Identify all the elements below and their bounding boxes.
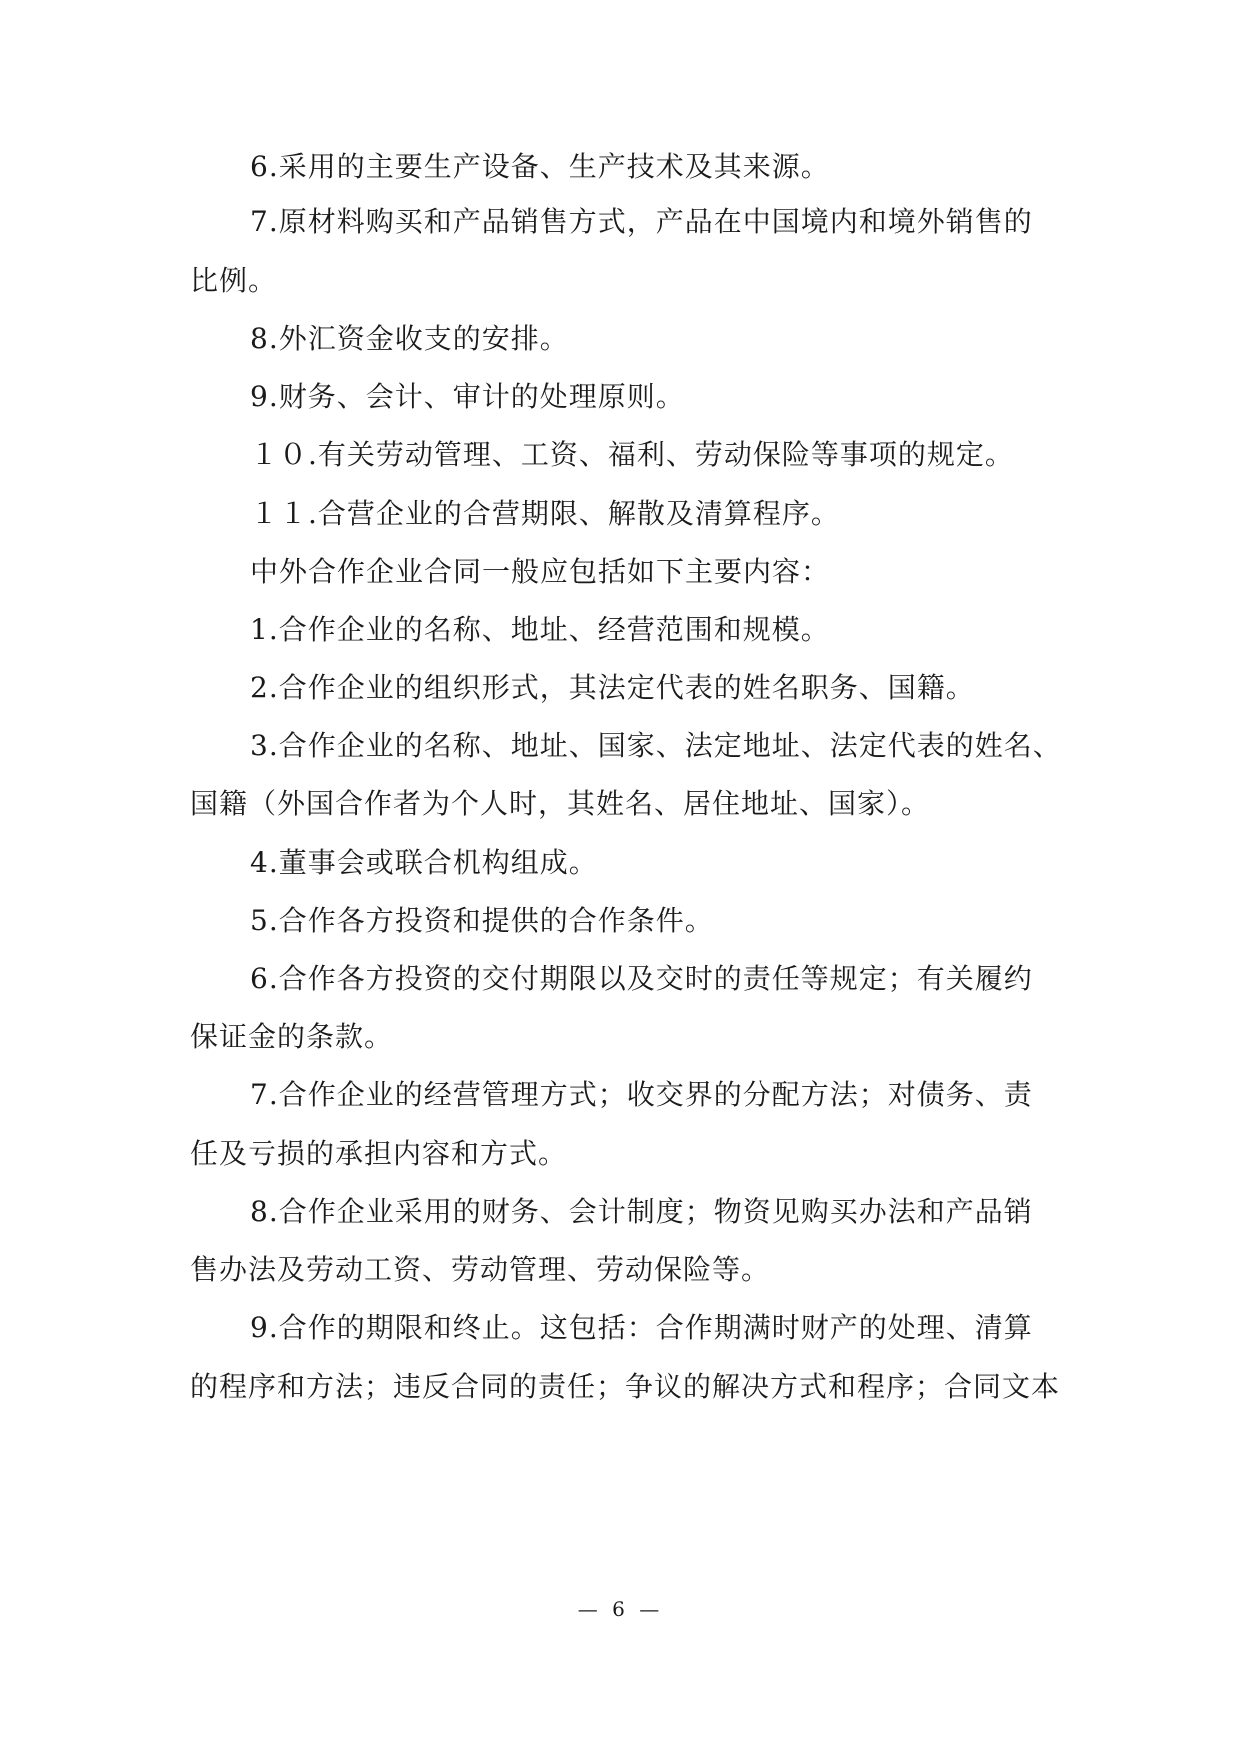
paragraph-11-term: １１.合营企业的合营期限、解散及清算程序。 — [250, 497, 840, 530]
item-6-continued: 保证金的条款。 — [190, 1020, 394, 1053]
paragraph-8-forex: 8.外汇资金收支的安排。 — [250, 322, 569, 355]
item-1-name-address: 1.合作企业的名称、地址、经营范围和规模。 — [250, 613, 830, 646]
item-5-investment: 5.合作各方投资和提供的合作条件。 — [250, 904, 714, 937]
item-9-continued: 的程序和方法；违反合同的责任；争议的解决方式和程序；合同文本 — [190, 1370, 1061, 1403]
item-4-board: 4.董事会或联合机构组成。 — [250, 846, 598, 879]
paragraph-10-labor: １０.有关劳动管理、工资、福利、劳动保险等事项的规定。 — [250, 438, 1014, 471]
paragraph-7-continued: 比例。 — [190, 264, 278, 297]
item-3-continued: 国籍（外国合作者为个人时，其姓名、居住地址、国家）。 — [190, 787, 931, 820]
item-2-organization: 2.合作企业的组织形式，其法定代表的姓名职务、国籍。 — [250, 671, 975, 704]
section-heading-cooperative-contract: 中外合作企业合同一般应包括如下主要内容： — [250, 555, 831, 588]
paragraph-6-equipment: 6.采用的主要生产设备、生产技术及其来源。 — [250, 150, 830, 183]
item-8-continued: 售办法及劳动工资、劳动管理、劳动保险等。 — [190, 1253, 771, 1286]
item-9-duration: 9.合作的期限和终止。这包括：合作期满时财产的处理、清算 — [250, 1311, 1033, 1344]
item-8-accounting: 8.合作企业采用的财务、会计制度；物资见购买办法和产品销 — [250, 1195, 1033, 1228]
page-number: — 6 — — [577, 1597, 664, 1621]
paragraph-9-finance: 9.财务、会计、审计的处理原则。 — [250, 380, 685, 413]
item-6-delivery: 6.合作各方投资的交付期限以及交时的责任等规定；有关履约 — [250, 962, 1033, 995]
item-3-parties: 3.合作企业的名称、地址、国家、法定地址、法定代表的姓名、 — [250, 729, 1062, 762]
item-7-continued: 任及亏损的承担内容和方式。 — [190, 1137, 568, 1170]
item-7-management: 7.合作企业的经营管理方式；收交界的分配方法；对债务、责 — [250, 1078, 1033, 1111]
paragraph-7-materials: 7.原材料购买和产品销售方式，产品在中国境内和境外销售的 — [250, 205, 1033, 238]
